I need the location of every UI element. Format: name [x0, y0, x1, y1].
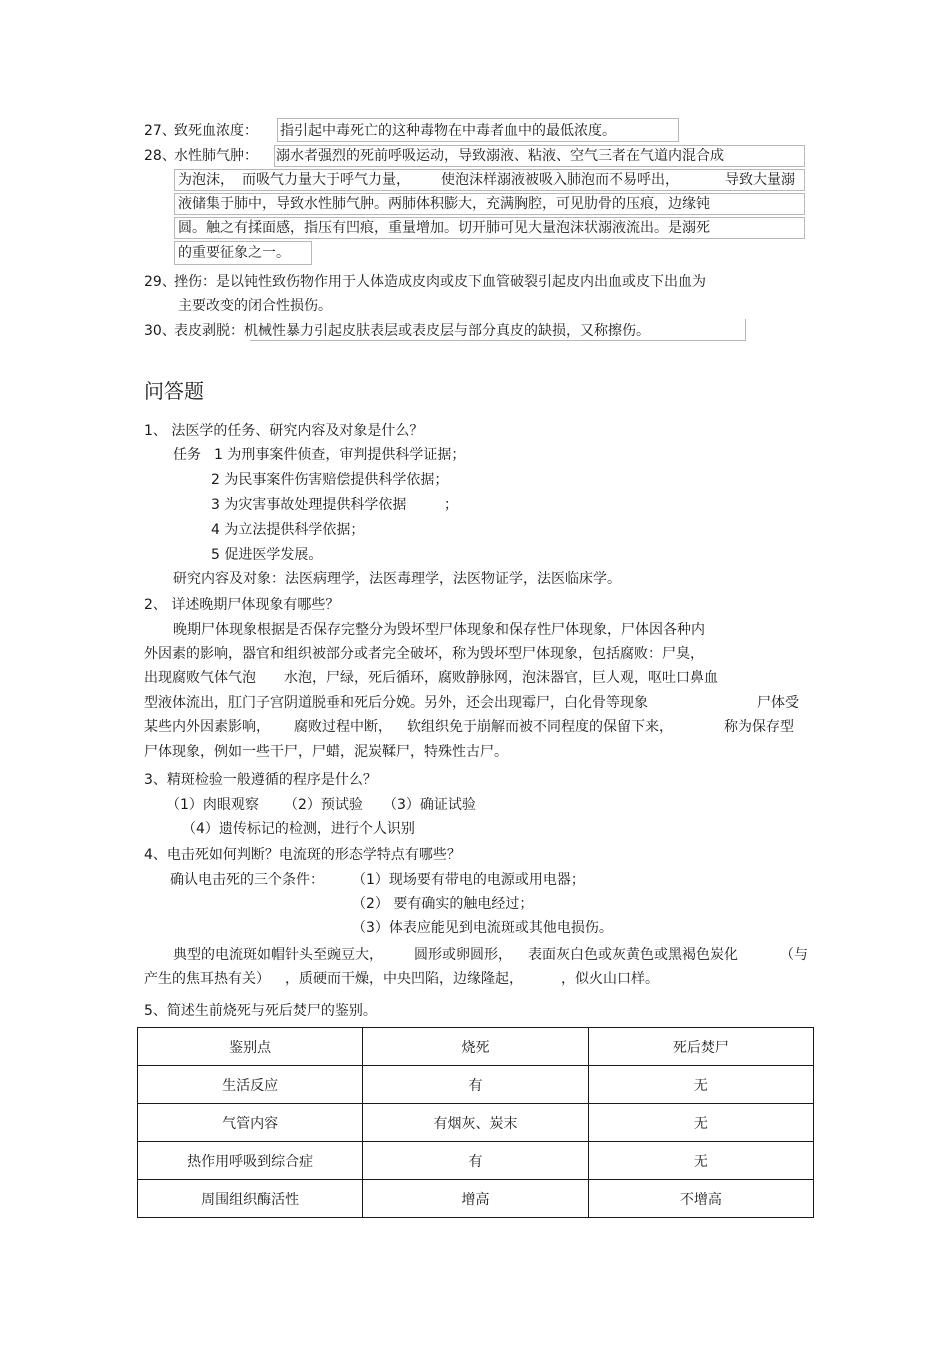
table-cell: 增高: [363, 1180, 588, 1218]
definition-28-line-4: 圆。触之有揉面感，指压有凹痕，重量增加。切开肺可见大量泡沫状溺液流出。是溺死: [178, 220, 710, 236]
question-4-paragraph-2c: ，似火山口样。: [561, 971, 659, 987]
table-row: [138, 1104, 814, 1142]
question-3-step-1: （1）肉眼观察: [166, 797, 259, 813]
question-3-title: 3、精斑检验一般遵循的程序是什么？: [144, 772, 377, 788]
definition-28-number: 28、: [144, 148, 176, 164]
definition-29-line-1: 挫伤：是以钝性致伤物作用于人体造成皮肉或皮下血管破裂引起皮内出血或皮下出血为: [174, 274, 706, 290]
definition-29-number: 29、: [144, 274, 176, 290]
question-2-line-5c: 软组织免于崩解而被不同程度的保留下来，: [407, 719, 673, 735]
question-1-item-5: 5 促进医学发展。: [211, 547, 323, 563]
definition-28-line-2d: 导致大量溺: [725, 172, 795, 188]
table-cell: 周围组织酶活性: [138, 1180, 363, 1218]
question-2-line-3a: 出现腐败气体气泡: [144, 670, 256, 686]
comparison-table: [137, 1027, 814, 1218]
table-header-cell: 鉴别点: [138, 1028, 363, 1066]
question-4-paragraph-1a: 典型的电流斑如帽针头至豌豆大，: [173, 947, 383, 963]
question-2-title: 2、 详述晚期尸体现象有哪些？: [144, 597, 340, 613]
table-cell: 生活反应: [138, 1066, 363, 1104]
table-cell: 有: [363, 1066, 588, 1104]
table-cell: 无: [588, 1142, 813, 1180]
question-2-line-6: 尸体现象，例如一些干尸，尸蜡，泥炭鞣尸，特殊性古尸。: [144, 744, 508, 760]
definition-28-line-5: 的重要征象之一。: [178, 245, 290, 261]
definition-28-line-2c: 使泡沫样溺液被吸入肺泡而不易呼出，: [441, 172, 679, 188]
question-4-paragraph-2a: 产生的焦耳热有关）: [144, 971, 270, 987]
definition-28-term: 水性肺气肿：: [174, 148, 258, 164]
question-1-item-2: 2 为民事案件伤害赔偿提供科学依据；: [211, 472, 449, 488]
table-cell: 不增高: [588, 1180, 813, 1218]
question-1-title: 1、 法医学的任务、研究内容及对象是什么？: [144, 423, 424, 439]
table-cell: 有烟灰、炭末: [363, 1104, 588, 1142]
definition-27-text: 指引起中毒死亡的这种毒物在中毒者血中的最低浓度。: [280, 123, 616, 139]
question-4-condition-3: （3）体表应能见到电流斑或其他电损伤。: [352, 920, 613, 936]
question-1-item-4: 4 为立法提供科学依据；: [211, 522, 365, 538]
table-row: [138, 1142, 814, 1180]
question-2-line-2: 外因素的影响，器官和组织被部分或者完全破坏，称为毁坏型尸体现象，包括腐败：尸臭，: [144, 646, 704, 662]
question-3-step-4: （4）遗传标记的检测，进行个人识别: [182, 821, 415, 837]
question-4-condition-2: （2） 要有确实的触电经过；: [352, 896, 534, 912]
table-header-row: [138, 1028, 814, 1066]
question-1-item-3: 3 为灾害事故处理提供科学依据: [211, 497, 407, 513]
question-4-paragraph-2b: ，质硬而干燥，中央凹陷，边缘隆起，: [285, 971, 523, 987]
question-2-line-3b: 水泡，尸绿，死后循环，腐败静脉网，泡沫器官，巨人观，呕吐口鼻血: [284, 670, 718, 686]
definition-30-number: 30、: [144, 323, 176, 339]
question-5-title: 5、简述生前烧死与死后焚尸的鉴别。: [144, 1003, 377, 1019]
question-2-line-4a: 型液体流出，肛门子宫阴道脱垂和死后分娩。另外，还会出现霉尸，白化骨等现象: [144, 695, 648, 711]
table-row: [138, 1180, 814, 1218]
question-4-paragraph-1d: （与: [780, 947, 808, 963]
question-4-label: 确认电击死的三个条件：: [170, 872, 324, 888]
table-cell: 气管内容: [138, 1104, 363, 1142]
table-cell: 热作用呼吸到综合症: [138, 1142, 363, 1180]
question-2-line-5a: 某些内外因素影响，: [144, 719, 270, 735]
question-1-research: 研究内容及对象：法医病理学，法医毒理学，法医物证学，法医临床学。: [173, 571, 621, 587]
definition-28-line-2b: 而吸气力量大于呼气力量，: [242, 172, 410, 188]
definition-27-term: 致死血浓度：: [174, 123, 258, 139]
definition-28-line-3: 液储集于肺中，导致水性肺气肿。两肺体积膨大，充满胸腔，可见肋骨的压痕，边缘钝: [178, 196, 710, 212]
question-2-line-5d: 称为保存型: [724, 719, 794, 735]
definition-28-line-1: 溺水者强烈的死前呼吸运动，导致溺液、粘液、空气三者在气道内混合成: [276, 148, 724, 164]
question-4-condition-1: （1）现场要有带电的电源或用电器；: [352, 872, 585, 888]
section-title: 问答题: [144, 379, 204, 403]
table-cell: 有: [363, 1142, 588, 1180]
question-4-paragraph-1b: 圆形或卵圆形，: [414, 947, 512, 963]
table-cell: 无: [588, 1104, 813, 1142]
question-3-step-3: （3）确证试验: [383, 797, 476, 813]
question-1-item-3-tail: ；: [444, 497, 458, 513]
question-2-line-4b: 尸体受: [757, 695, 799, 711]
question-4-paragraph-1c: 表面灰白色或灰黄色或黑褐色炭化: [528, 947, 738, 963]
table-header-cell: 烧死: [363, 1028, 588, 1066]
table-cell: 无: [588, 1066, 813, 1104]
question-4-title: 4、电击死如何判断？电流斑的形态学特点有哪些？: [144, 847, 461, 863]
question-2-line-5b: 腐败过程中断，: [294, 719, 392, 735]
definition-27-number: 27、: [144, 123, 176, 139]
definition-29-line-2: 主要改变的闭合性损伤。: [178, 298, 332, 314]
table-header-cell: 死后焚尸: [588, 1028, 813, 1066]
question-1-task-label: 任务: [173, 447, 201, 463]
question-1-item-1: 1 为刑事案件侦查，审判提供科学证据；: [214, 447, 466, 463]
table-row: [138, 1066, 814, 1104]
question-3-step-2: （2）预试验: [284, 797, 363, 813]
question-2-line-1: 晚期尸体现象根据是否保存完整分为毁坏型尸体现象和保存性尸体现象，尸体因各种内: [173, 622, 705, 638]
definition-28-line-2a: 为泡沫，: [178, 172, 234, 188]
definition-30-text: 表皮剥脱：机械性暴力引起皮肤表层或表皮层与部分真皮的缺损，又称擦伤。: [174, 323, 650, 339]
